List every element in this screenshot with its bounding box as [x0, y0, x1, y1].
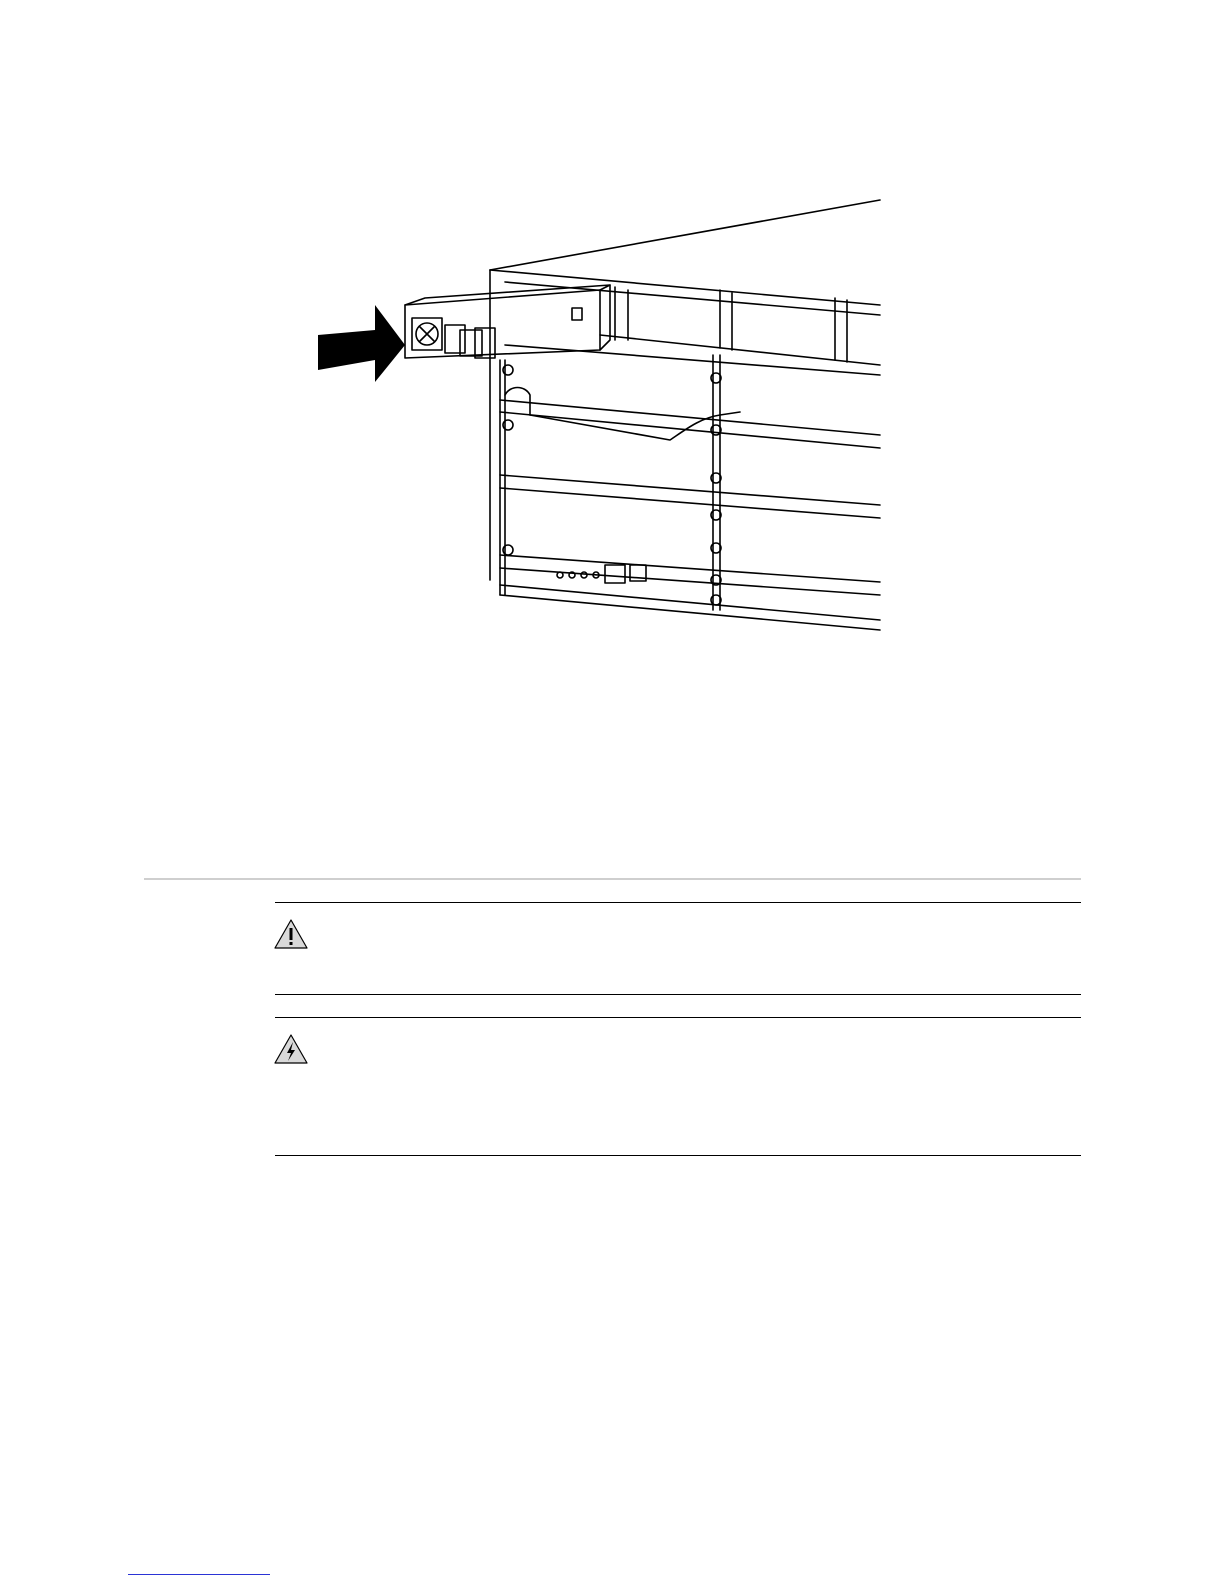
warning-top-rule — [275, 1017, 1081, 1018]
footer-link-underline[interactable] — [128, 1574, 270, 1575]
caution-bottom-rule — [275, 994, 1081, 995]
power-supply-installation-figure — [300, 190, 900, 650]
electrical-hazard-lightning-icon — [273, 1033, 309, 1065]
warning-triangle-exclamation-icon — [273, 918, 309, 950]
warning-bottom-rule — [275, 1155, 1081, 1156]
caution-top-rule — [275, 902, 1081, 903]
insertion-arrow-icon — [318, 305, 405, 382]
section-divider — [144, 878, 1081, 880]
